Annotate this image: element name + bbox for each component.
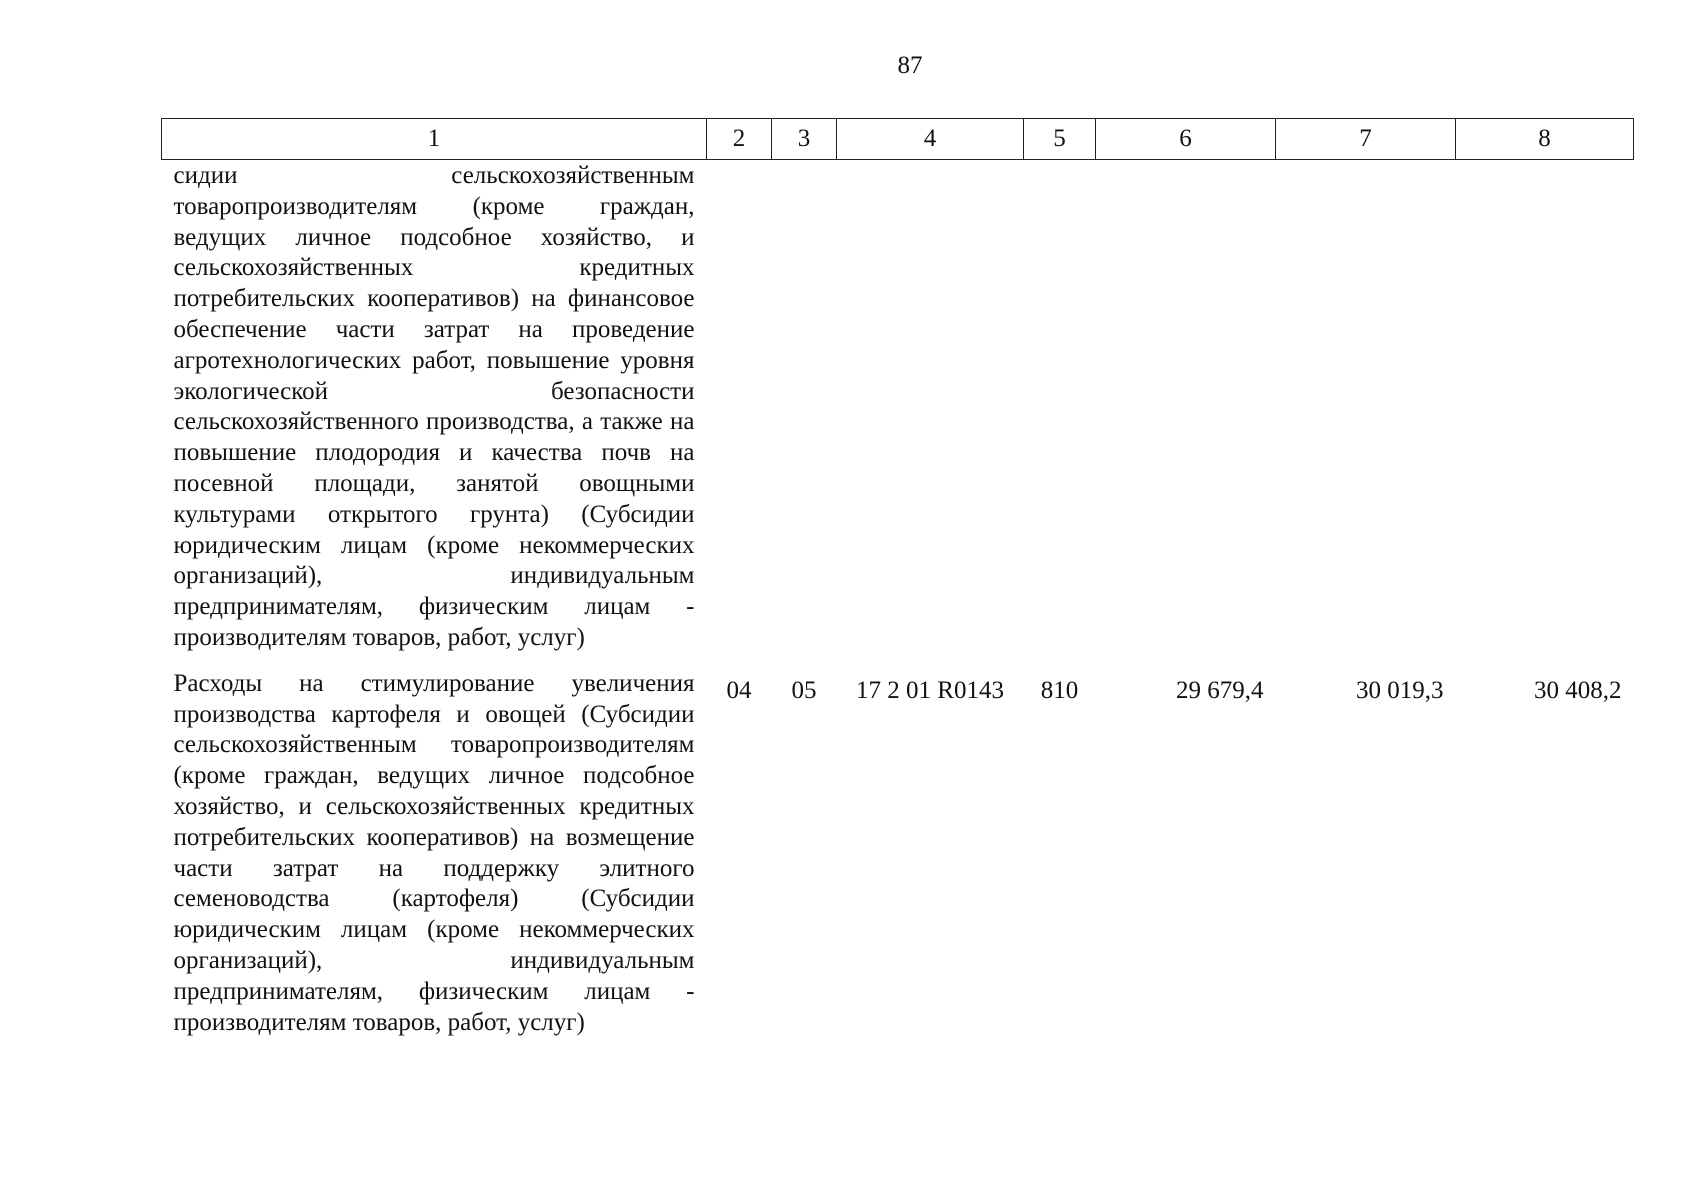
header-col-4: 4 [837, 119, 1024, 160]
row-amount-2 [1276, 160, 1456, 666]
page-number: 87 [897, 52, 923, 79]
row-subsection: 05 [791, 676, 817, 704]
row-amount-1 [1096, 160, 1276, 666]
header-col-6: 6 [1096, 119, 1276, 160]
header-col-3: 3 [772, 119, 837, 160]
table-row [162, 666, 1634, 1051]
row-amount-2: 30 019,3 [1356, 676, 1444, 704]
header-col-7: 7 [1276, 119, 1456, 160]
table-row [162, 160, 1634, 666]
header-col-5: 5 [1024, 119, 1096, 160]
budget-table [161, 118, 1634, 1050]
header-row [162, 119, 1634, 160]
row-section: 04 [726, 676, 752, 704]
row-target-article [837, 160, 1024, 666]
row-amount-3 [1456, 160, 1634, 666]
row-subsection [772, 160, 837, 666]
row-expense-type [1024, 160, 1096, 666]
row-target-article: 17 2 01 R0143 [856, 676, 1004, 704]
row-section [707, 160, 772, 666]
row-description: Расходы на стимулирование увеличения производства картофеля и овощей (Субсидии сельскохозяйственным товаропроизводителям (кроме граждан, ведущих личное подсобное хозяйство, и сельскохозяйственных кредитных потребительских кооперативов) на возмещение части затрат на поддержку элитного семеноводства (картофеля) (Субсидии юридическим лицам (кроме некоммерческих организаций), индивидуальным предпринимателям, физическим лицам - производителям товаров, работ, услуг) [173, 669, 695, 1036]
row-amount-1: 29 679,4 [1176, 676, 1264, 704]
header-col-1: 1 [162, 119, 707, 160]
row-expense-type: 810 [1040, 676, 1079, 704]
header-col-2: 2 [707, 119, 772, 160]
row-description: сидии сельскохозяйственным товаропроизводителям (кроме граждан, ведущих личное подсобное хозяйство, и сельскохозяйственных кредитных потребительских кооперативов) на финансовое обеспечение части затрат на проведение агротехнологических работ, повышение уровня экологической безопасности сельскохозяйственного производства, а также на повышение плодородия и качества почв на посевной площади, занятой овощными культурами открытого грунта) (Субсидии юридическим лицам (кроме некоммерческих организаций), индивидуальным предпринимателям, физическим лицам - производителям товаров, работ, услуг) [173, 162, 695, 651]
header-col-8: 8 [1456, 119, 1634, 160]
row-amount-3: 30 408,2 [1534, 676, 1622, 704]
